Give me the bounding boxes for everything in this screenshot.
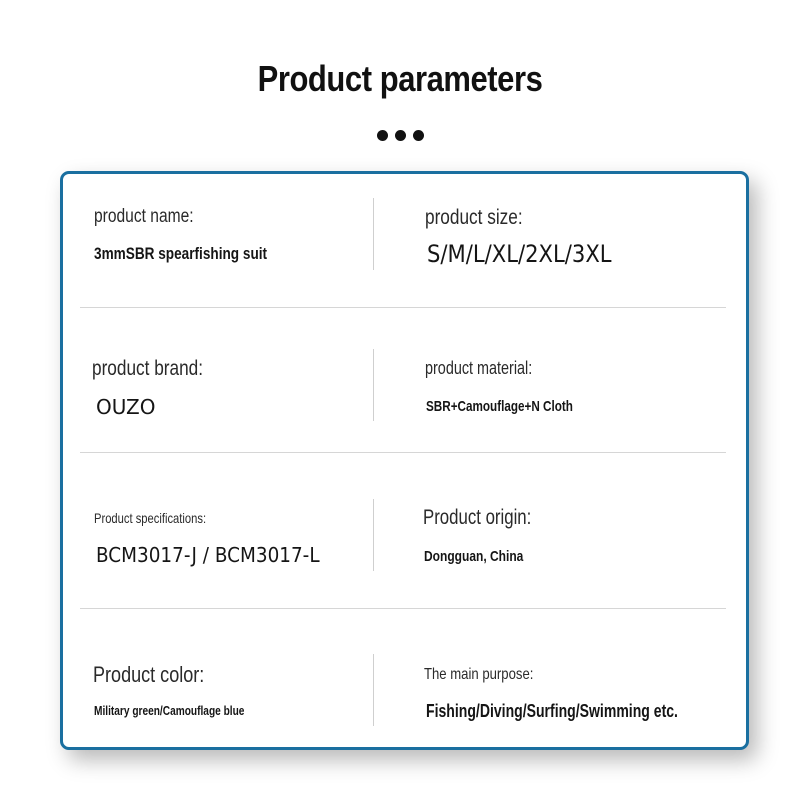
product-brand-value: OUZO xyxy=(96,395,156,419)
product-color-label: Product color: xyxy=(93,662,205,687)
ellipsis-dots-icon xyxy=(0,130,800,141)
column-divider xyxy=(373,499,374,571)
product-origin-value: Dongguan, China xyxy=(424,548,524,565)
product-specifications-label: Product specifications: xyxy=(94,510,207,526)
product-size-label: product size: xyxy=(425,206,523,229)
row-divider xyxy=(80,307,726,308)
product-material-value: SBR+Camouflage+N Cloth xyxy=(426,398,573,415)
dot-icon xyxy=(395,130,406,141)
parameters-card xyxy=(60,171,749,750)
product-color-value: Military green/Camouflage blue xyxy=(94,703,245,718)
column-divider xyxy=(373,654,374,726)
product-specifications-value: BCM3017-J / BCM3017-L xyxy=(96,543,320,567)
product-size-value: S/M/L/XL/2XL/3XL xyxy=(427,240,612,268)
dot-icon xyxy=(377,130,388,141)
product-material-label: product material: xyxy=(425,358,533,378)
column-divider xyxy=(373,198,374,270)
dot-icon xyxy=(413,130,424,141)
product-origin-label: Product origin: xyxy=(423,506,532,529)
row-divider xyxy=(80,452,726,453)
row-divider xyxy=(80,608,726,609)
page-title: Product parameters xyxy=(257,58,543,99)
main-purpose-value: Fishing/Diving/Surfing/Swimming etc. xyxy=(426,701,678,721)
product-name-label: product name: xyxy=(94,206,194,227)
product-brand-label: product brand: xyxy=(92,357,204,380)
product-name-value: 3mmSBR spearfishing suit xyxy=(94,244,268,263)
main-purpose-label: The main purpose: xyxy=(424,666,534,683)
column-divider xyxy=(373,349,374,421)
